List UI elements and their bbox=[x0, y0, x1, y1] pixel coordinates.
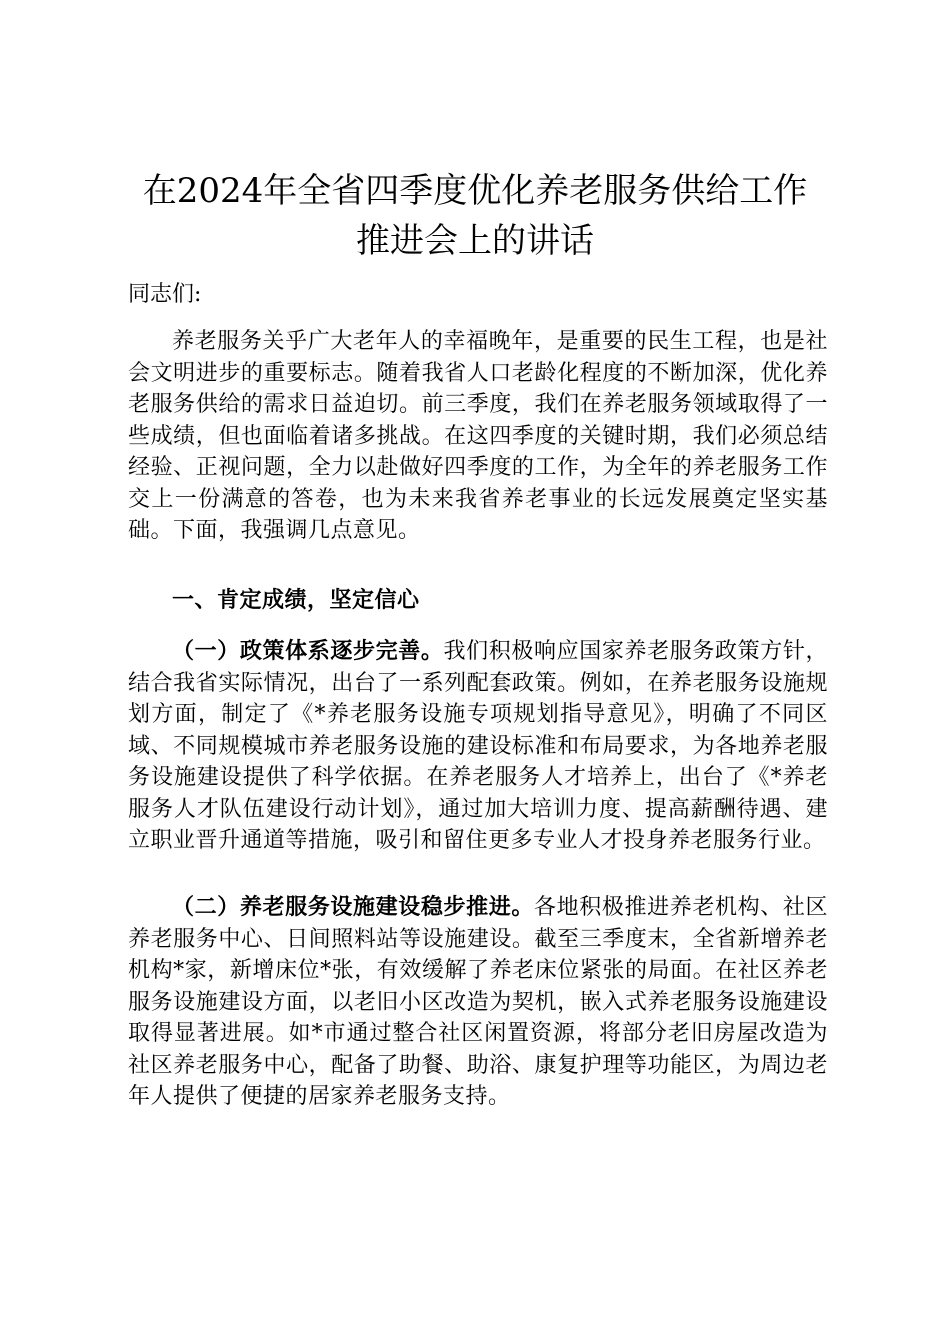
item-lead-2: （二）养老服务设施建设稳步推进。 bbox=[172, 894, 534, 920]
title-line-1: 在2024年全省四季度优化养老服务供给工作 bbox=[142, 171, 808, 211]
item-paragraph-2 bbox=[128, 892, 828, 1113]
intro-paragraph: 养老服务关乎广大老年人的幸福晚年，是重要的民生工程，也是社会文明进步的重要标志。随着我省人口老龄化程度的不断加深，优化养老服务供给的需求日益迫切。前三季度，我们在养老服务领域取得了一些成绩，但也面临着诸多挑战。在这四季度的关键时期，我们必须总结经验、正视问题，全力以赴做好四季度的工作，为全年的养老服务工作交上一份满意的答卷，也为未来我省养老事业的长远发展奠定坚实基础。下面，我强调几点意见。 bbox=[128, 329, 828, 543]
item-lead-1: （一）政策体系逐步完善。 bbox=[172, 638, 444, 664]
item-paragraph-1 bbox=[128, 636, 828, 857]
salutation: 同志们: bbox=[128, 282, 202, 307]
title-line-2: 推进会上的讲话 bbox=[356, 221, 594, 261]
item-body-2: 各地积极推进养老机构、社区养老服务中心、日间照料站等设施建设。截至三季度末，全省新增养老机构*家，新增床位*张，有效缓解了养老床位紧张的局面。在社区养老服务设施建设方面，以老旧小区改造为契机，嵌入式养老服务设施建设取得显著进展。如*市通过整合社区闲置资源，将部分老旧房屋改造为社区养老服务中心，配备了助餐、助浴、康复护理等功能区，为周边老年人提供了便捷的居家养老服务支持。 bbox=[128, 895, 828, 1109]
section-heading-1: 一、肯定成绩，坚定信心 bbox=[172, 587, 420, 613]
document-title bbox=[100, 166, 850, 266]
item-body-1: 我们积极响应国家养老服务政策方针，结合我省实际情况，出台了一系列配套政策。例如，在养老服务设施规划方面，制定了《*养老服务设施专项规划指导意见》，明确了不同区域、不同规模城市养老服务设施的建设标准和布局要求，为各地养老服务设施建设提供了科学依据。在养老服务人才培养上，出台了《*养老服务人才队伍建设行动计划》，通过加大培训力度、提高薪酬待遇、建立职业晋升通道等措施，吸引和留住更多专业人才投身养老服务行业。 bbox=[128, 639, 828, 853]
